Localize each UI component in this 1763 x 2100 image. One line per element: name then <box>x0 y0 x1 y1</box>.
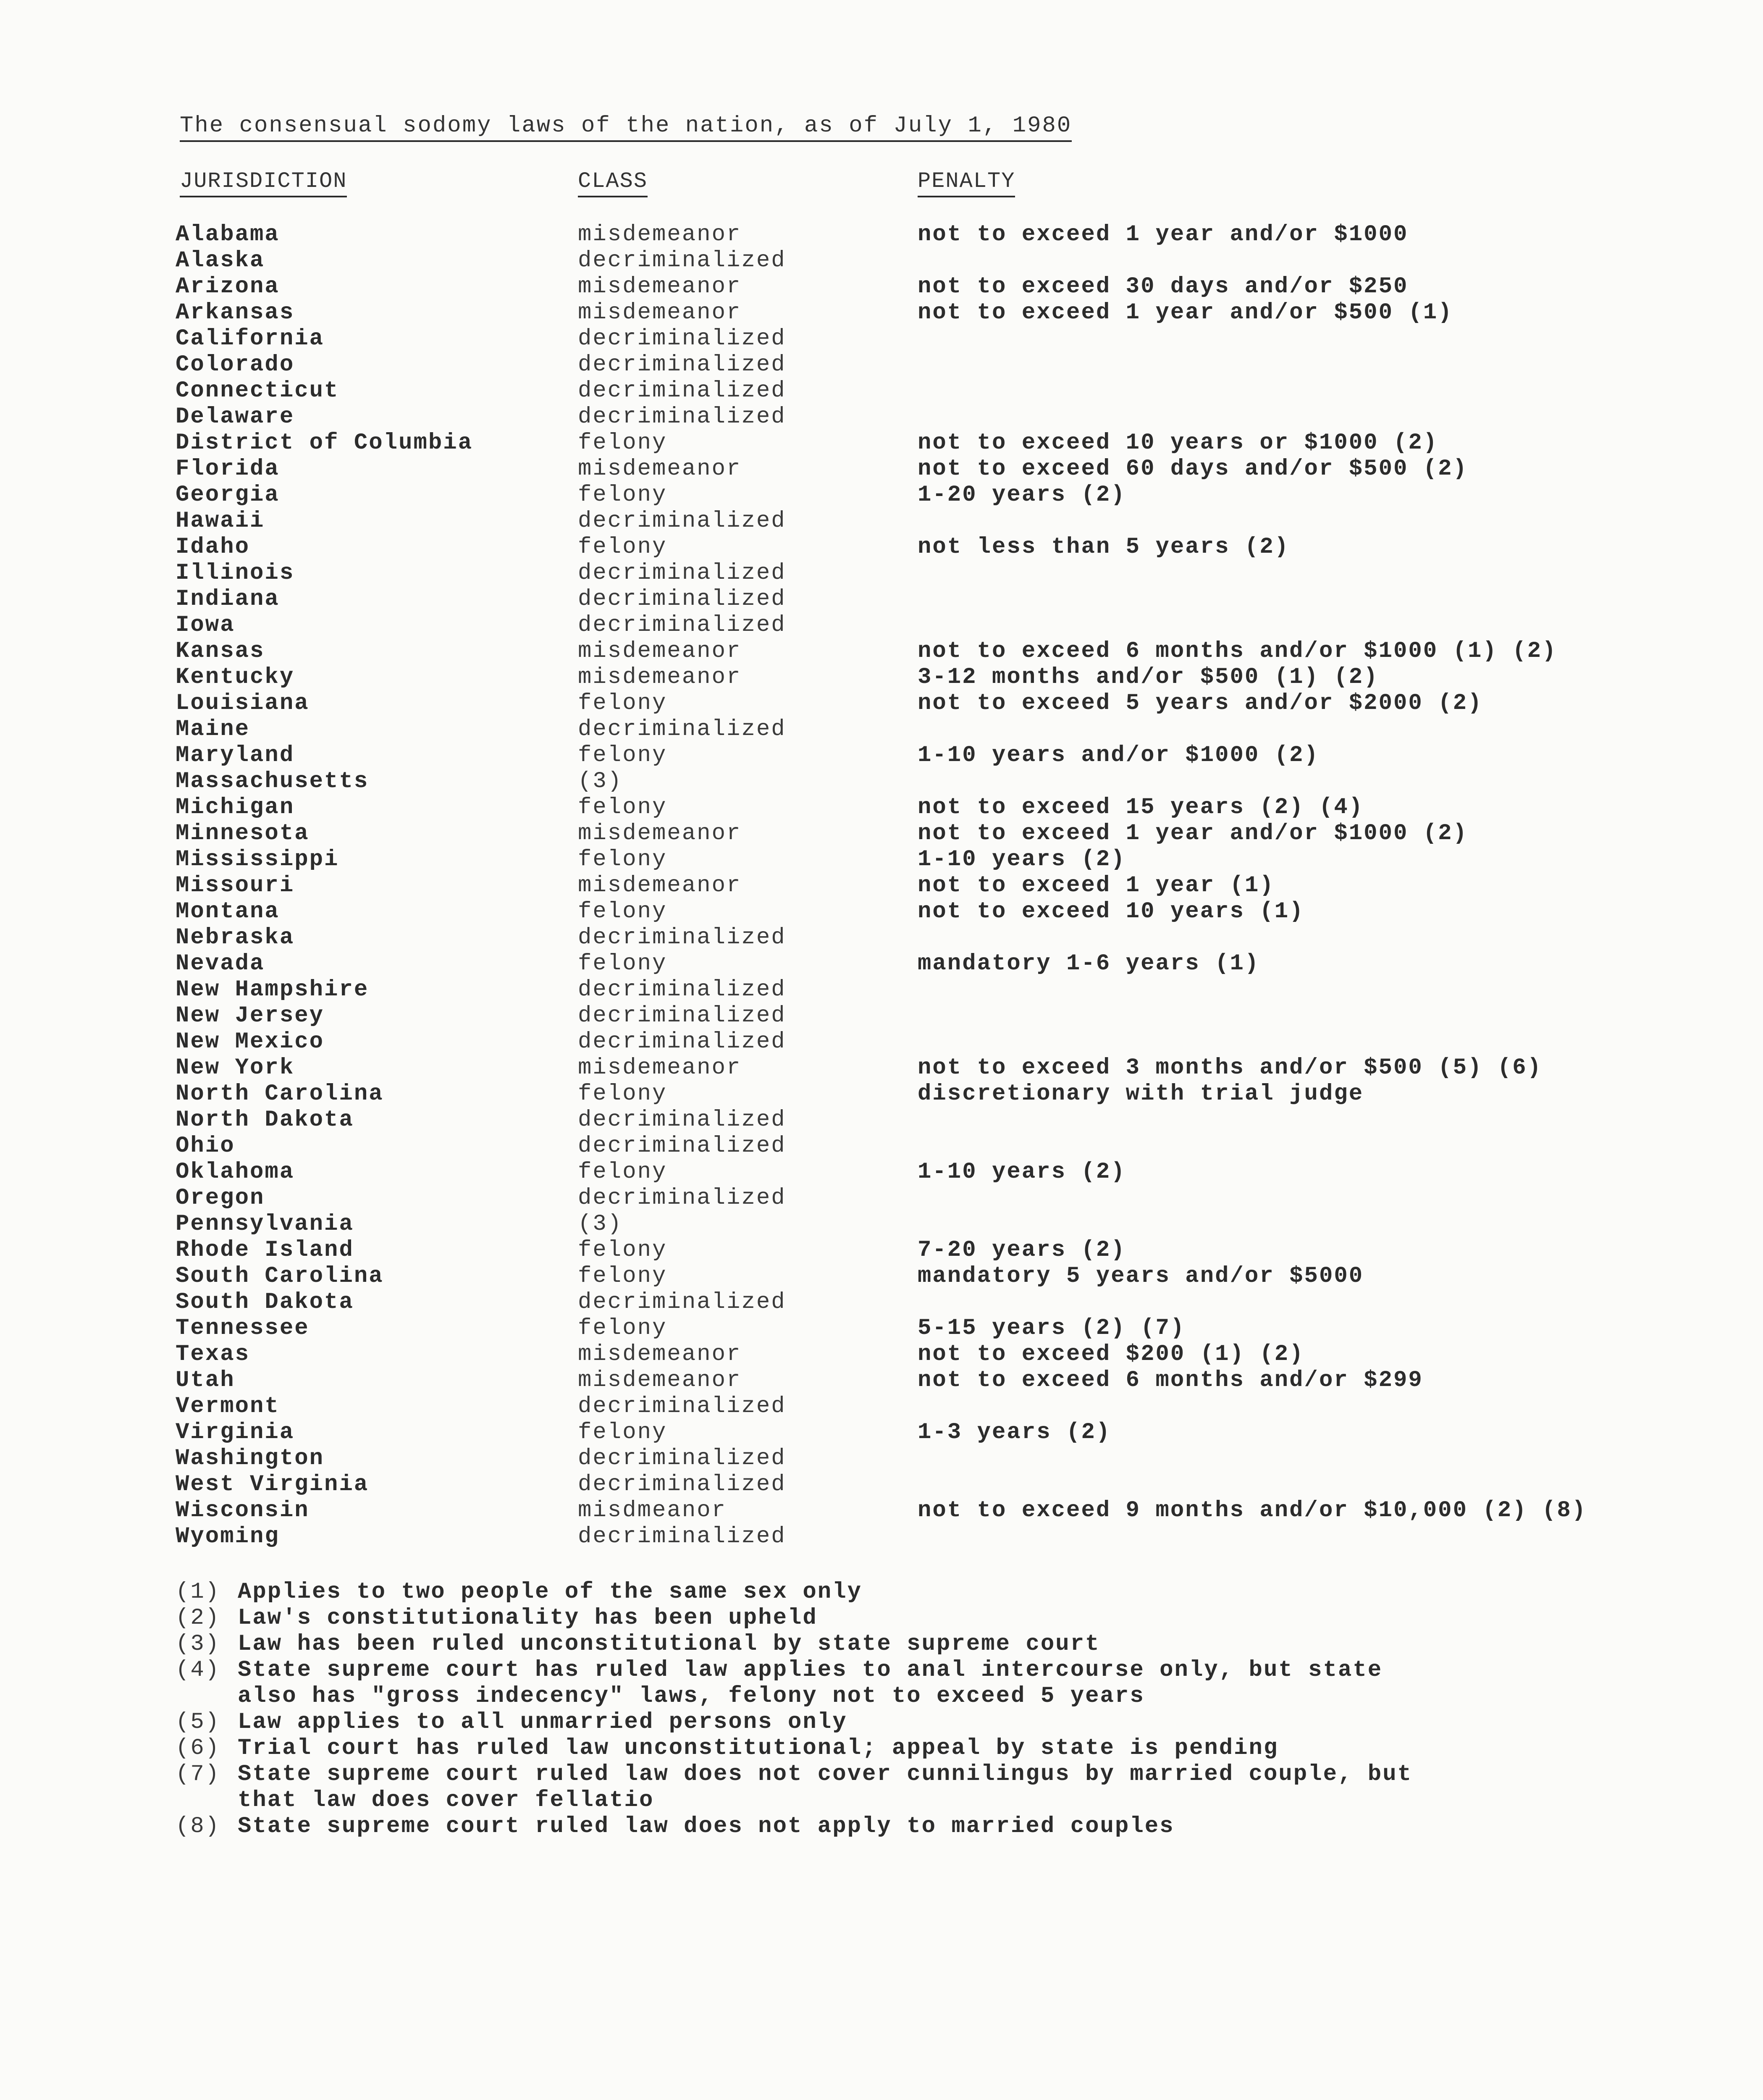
header-jurisdiction: JURISDICTION <box>180 168 347 197</box>
table-row <box>0 326 1763 352</box>
jurisdiction-cell: Washington <box>176 1446 325 1471</box>
penalty-cell: not to exceed 1 year and/or $500 (1) <box>918 300 1453 326</box>
penalty-cell: 3-12 months and/or $500 (1) (2) <box>918 664 1379 690</box>
table-row <box>0 534 1763 560</box>
table-row <box>0 586 1763 612</box>
footnote <box>176 1814 1687 1840</box>
table-row <box>0 1394 1763 1420</box>
jurisdiction-cell: Vermont <box>176 1394 280 1419</box>
class-cell: misdemeanor <box>578 873 742 898</box>
class-cell: decriminalized <box>578 1107 786 1133</box>
table-row <box>0 743 1763 769</box>
table-row <box>0 1446 1763 1472</box>
footnotes <box>176 1579 1687 1840</box>
jurisdiction-cell: Alabama <box>176 222 280 247</box>
class-cell: (3) <box>578 769 623 794</box>
class-cell: misdemeanor <box>578 1055 742 1081</box>
footnote-text: Law has been ruled unconstitutional by state supreme court <box>238 1631 1100 1657</box>
table-row <box>0 508 1763 534</box>
penalty-cell: not to exceed 30 days and/or $250 <box>918 274 1409 299</box>
jurisdiction-cell: Mississippi <box>176 847 339 872</box>
header-penalty: PENALTY <box>918 168 1015 197</box>
class-cell: decriminalized <box>578 248 786 273</box>
table-row <box>0 821 1763 847</box>
class-cell: misdmeanor <box>578 1498 727 1523</box>
class-cell: decriminalized <box>578 352 786 378</box>
jurisdiction-cell: North Carolina <box>176 1081 384 1107</box>
jurisdiction-cell: Kansas <box>176 638 265 664</box>
class-cell: decriminalized <box>578 1003 786 1029</box>
table-row <box>0 690 1763 717</box>
class-cell: misdemeanor <box>578 821 742 846</box>
penalty-cell: 5-15 years (2) (7) <box>918 1315 1186 1341</box>
jurisdiction-cell: Texas <box>176 1341 250 1367</box>
table-row <box>0 430 1763 456</box>
jurisdiction-cell: Virginia <box>176 1420 295 1445</box>
jurisdiction-cell: Connecticut <box>176 378 339 404</box>
table-row <box>0 274 1763 300</box>
table-row <box>0 638 1763 664</box>
jurisdiction-cell: Georgia <box>176 482 280 508</box>
table-row <box>0 1003 1763 1029</box>
penalty-cell: not to exceed 60 days and/or $500 (2) <box>918 456 1468 482</box>
penalty-cell: not to exceed 3 months and/or $500 (5) (6) <box>918 1055 1543 1081</box>
jurisdiction-cell: Rhode Island <box>176 1237 354 1263</box>
table-row <box>0 1368 1763 1394</box>
table-row <box>0 1055 1763 1081</box>
table-row <box>0 769 1763 795</box>
table-row <box>0 1498 1763 1524</box>
footnote-text: State supreme court ruled law does not apply to married couples <box>238 1814 1175 1839</box>
footnote-text: Applies to two people of the same sex only <box>238 1579 863 1605</box>
table-row <box>0 1029 1763 1055</box>
table-row <box>0 248 1763 274</box>
penalty-cell: 1-10 years and/or $1000 (2) <box>918 743 1319 768</box>
table-row <box>0 1185 1763 1211</box>
class-cell: decriminalized <box>578 560 786 586</box>
table-row <box>0 456 1763 482</box>
table-row <box>0 560 1763 586</box>
class-cell: decriminalized <box>578 717 786 742</box>
class-cell: misdemeanor <box>578 1368 742 1393</box>
class-cell: felony <box>578 1159 667 1185</box>
class-cell: felony <box>578 1081 667 1107</box>
table-row <box>0 1133 1763 1159</box>
footnote <box>176 1631 1687 1657</box>
jurisdiction-cell: Tennessee <box>176 1315 310 1341</box>
table-row <box>0 899 1763 925</box>
class-cell: decriminalized <box>578 404 786 430</box>
footnote-marker: (6) <box>176 1735 220 1761</box>
class-cell: felony <box>578 534 667 560</box>
header-class: CLASS <box>578 168 648 197</box>
class-cell: misdemeanor <box>578 274 742 299</box>
class-cell: misdemeanor <box>578 664 742 690</box>
footnote-text: State supreme court has ruled law applies to anal intercourse only, but state also has "gross indecency" laws, felony not to exceed 5 years <box>238 1657 1383 1709</box>
class-cell: felony <box>578 1263 667 1289</box>
table-row <box>0 482 1763 508</box>
table-row <box>0 717 1763 743</box>
jurisdiction-cell: North Dakota <box>176 1107 354 1133</box>
class-cell: felony <box>578 743 667 768</box>
class-cell: misdemeanor <box>578 1341 742 1367</box>
penalty-cell: not to exceed 1 year and/or $1000 (2) <box>918 821 1468 846</box>
jurisdiction-cell: New Hampshire <box>176 977 369 1003</box>
penalty-cell: not to exceed 15 years (2) (4) <box>918 795 1364 820</box>
jurisdiction-cell: Montana <box>176 899 280 924</box>
penalty-cell: not to exceed 9 months and/or $10,000 (2) (8) <box>918 1498 1587 1523</box>
class-cell: felony <box>578 899 667 924</box>
jurisdiction-cell: Delaware <box>176 404 295 430</box>
jurisdiction-cell: Colorado <box>176 352 295 378</box>
jurisdiction-cell: Louisiana <box>176 690 310 716</box>
jurisdiction-cell: Missouri <box>176 873 295 898</box>
footnote <box>176 1605 1687 1631</box>
jurisdiction-cell: New York <box>176 1055 295 1081</box>
penalty-cell: not to exceed 1 year and/or $1000 <box>918 222 1409 247</box>
jurisdiction-cell: Maine <box>176 717 250 742</box>
table-row <box>0 873 1763 899</box>
jurisdiction-cell: Alaska <box>176 248 265 273</box>
penalty-cell: 1-20 years (2) <box>918 482 1126 508</box>
table-row <box>0 1107 1763 1133</box>
jurisdiction-cell: South Carolina <box>176 1263 384 1289</box>
penalty-cell: not to exceed 6 months and/or $299 <box>918 1368 1423 1393</box>
class-cell: decriminalized <box>578 612 786 638</box>
footnote-marker: (3) <box>176 1631 220 1657</box>
jurisdiction-cell: California <box>176 326 325 352</box>
jurisdiction-cell: Indiana <box>176 586 280 612</box>
class-cell: decriminalized <box>578 1472 786 1497</box>
class-cell: decriminalized <box>578 378 786 404</box>
class-cell: felony <box>578 951 667 976</box>
table-row <box>0 847 1763 873</box>
jurisdiction-cell: New Mexico <box>176 1029 325 1055</box>
jurisdiction-cell: West Virginia <box>176 1472 369 1497</box>
penalty-cell: 1-10 years (2) <box>918 1159 1126 1185</box>
jurisdiction-cell: District of Columbia <box>176 430 473 456</box>
footnote <box>176 1761 1687 1814</box>
jurisdiction-cell: Idaho <box>176 534 250 560</box>
footnote-text: Law's constitutionality has been upheld <box>238 1605 818 1631</box>
jurisdiction-cell: Oregon <box>176 1185 265 1211</box>
penalty-cell: discretionary with trial judge <box>918 1081 1364 1107</box>
jurisdiction-cell: Maryland <box>176 743 295 768</box>
footnote-marker: (1) <box>176 1579 220 1605</box>
table-row <box>0 1081 1763 1107</box>
footnote-text: State supreme court ruled law does not cover cunnilingus by married couple, but that law does cover fellatio <box>238 1761 1413 1813</box>
class-cell: misdemeanor <box>578 222 742 247</box>
table-row <box>0 612 1763 638</box>
footnote <box>176 1735 1687 1761</box>
penalty-cell: mandatory 1-6 years (1) <box>918 951 1260 976</box>
table-row <box>0 300 1763 326</box>
class-cell: decriminalized <box>578 1185 786 1211</box>
table-row <box>0 1341 1763 1368</box>
table-row <box>0 977 1763 1003</box>
table-row <box>0 1524 1763 1550</box>
table-row <box>0 664 1763 690</box>
jurisdiction-cell: Arizona <box>176 274 280 299</box>
jurisdiction-cell: Illinois <box>176 560 295 586</box>
penalty-cell: 1-10 years (2) <box>918 847 1126 872</box>
table-row <box>0 1237 1763 1263</box>
jurisdiction-cell: Wisconsin <box>176 1498 310 1523</box>
table-row <box>0 352 1763 378</box>
footnote-marker: (8) <box>176 1814 220 1839</box>
table-row <box>0 1420 1763 1446</box>
class-cell: decriminalized <box>578 977 786 1003</box>
class-cell: felony <box>578 430 667 456</box>
footnote <box>176 1579 1687 1605</box>
footnote-marker: (4) <box>176 1657 220 1683</box>
class-cell: decriminalized <box>578 326 786 352</box>
penalty-cell: 1-3 years (2) <box>918 1420 1111 1445</box>
class-cell: decriminalized <box>578 1524 786 1549</box>
jurisdiction-cell: Iowa <box>176 612 235 638</box>
table-row <box>0 1159 1763 1185</box>
class-cell: decriminalized <box>578 586 786 612</box>
jurisdiction-cell: South Dakota <box>176 1289 354 1315</box>
jurisdiction-cell: Utah <box>176 1368 235 1393</box>
footnote <box>176 1657 1687 1709</box>
jurisdiction-cell: New Jersey <box>176 1003 325 1029</box>
class-cell: misdemeanor <box>578 300 742 326</box>
footnote-marker: (2) <box>176 1605 220 1631</box>
class-cell: decriminalized <box>578 1029 786 1055</box>
footnote-text: Trial court has ruled law unconstitutional; appeal by state is pending <box>238 1735 1279 1761</box>
penalty-cell: not to exceed $200 (1) (2) <box>918 1341 1304 1367</box>
table-row <box>0 378 1763 404</box>
class-cell: felony <box>578 482 667 508</box>
footnote-marker: (7) <box>176 1761 220 1787</box>
penalty-cell: not to exceed 10 years (1) <box>918 899 1304 924</box>
jurisdiction-cell: Ohio <box>176 1133 235 1159</box>
table-row <box>0 925 1763 951</box>
table-row <box>0 1263 1763 1289</box>
table-row <box>0 1472 1763 1498</box>
jurisdiction-cell: Wyoming <box>176 1524 280 1549</box>
jurisdiction-cell: Oklahoma <box>176 1159 295 1185</box>
jurisdiction-cell: Minnesota <box>176 821 310 846</box>
class-cell: felony <box>578 1237 667 1263</box>
laws-table <box>0 222 1763 1550</box>
penalty-cell: 7-20 years (2) <box>918 1237 1126 1263</box>
table-row <box>0 222 1763 248</box>
penalty-cell: mandatory 5 years and/or $5000 <box>918 1263 1364 1289</box>
class-cell: misdemeanor <box>578 456 742 482</box>
jurisdiction-cell: Arkansas <box>176 300 295 326</box>
jurisdiction-cell: Nevada <box>176 951 265 976</box>
footnote-marker: (5) <box>176 1709 220 1735</box>
class-cell: (3) <box>578 1211 623 1237</box>
jurisdiction-cell: Massachusetts <box>176 769 369 794</box>
jurisdiction-cell: Kentucky <box>176 664 295 690</box>
footnote-text: Law applies to all unmarried persons only <box>238 1709 847 1735</box>
class-cell: felony <box>578 795 667 820</box>
table-row <box>0 1315 1763 1341</box>
class-cell: decriminalized <box>578 508 786 534</box>
class-cell: decriminalized <box>578 1289 786 1315</box>
class-cell: decriminalized <box>578 925 786 950</box>
class-cell: felony <box>578 847 667 872</box>
class-cell: decriminalized <box>578 1446 786 1471</box>
class-cell: felony <box>578 1420 667 1445</box>
class-cell: decriminalized <box>578 1133 786 1159</box>
penalty-cell: not less than 5 years (2) <box>918 534 1290 560</box>
table-row <box>0 795 1763 821</box>
class-cell: misdemeanor <box>578 638 742 664</box>
jurisdiction-cell: Michigan <box>176 795 295 820</box>
class-cell: decriminalized <box>578 1394 786 1419</box>
penalty-cell: not to exceed 10 years or $1000 (2) <box>918 430 1438 456</box>
penalty-cell: not to exceed 5 years and/or $2000 (2) <box>918 690 1483 716</box>
jurisdiction-cell: Florida <box>176 456 280 482</box>
penalty-cell: not to exceed 1 year (1) <box>918 873 1275 898</box>
footnote <box>176 1709 1687 1735</box>
jurisdiction-cell: Hawaii <box>176 508 265 534</box>
jurisdiction-cell: Pennsylvania <box>176 1211 354 1237</box>
jurisdiction-cell: Nebraska <box>176 925 295 950</box>
penalty-cell: not to exceed 6 months and/or $1000 (1) (2) <box>918 638 1557 664</box>
table-row <box>0 1289 1763 1315</box>
table-row <box>0 1211 1763 1237</box>
document-title: The consensual sodomy laws of the nation, as of July 1, 1980 <box>180 113 1072 142</box>
class-cell: felony <box>578 1315 667 1341</box>
class-cell: felony <box>578 690 667 716</box>
table-row <box>0 951 1763 977</box>
table-row <box>0 404 1763 430</box>
